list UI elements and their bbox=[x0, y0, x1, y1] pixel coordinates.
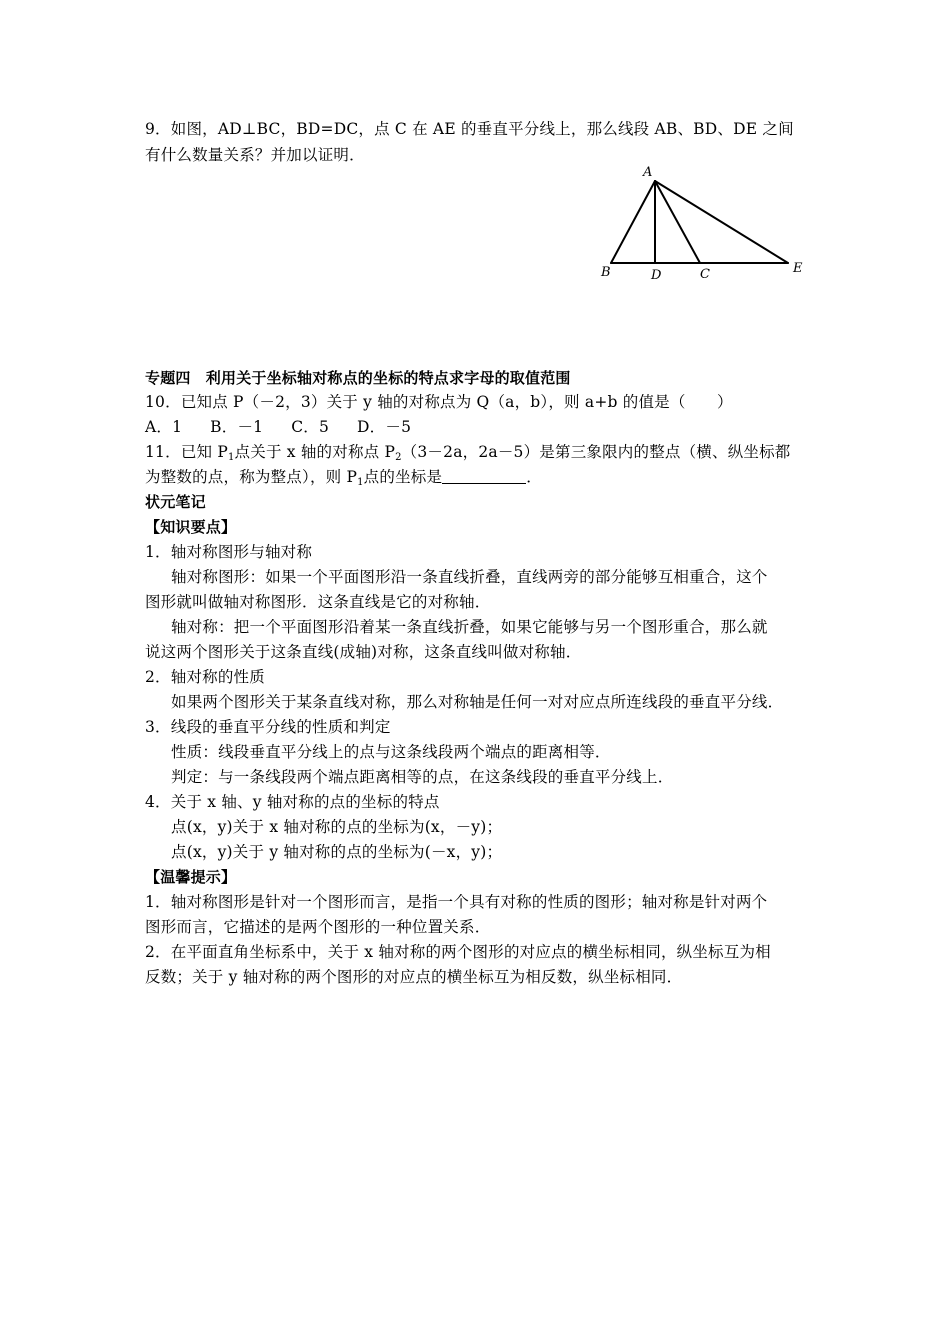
knowledge-1-para-2-line-2: 说这两个图形关于这条直线(成轴)对称，这条直线叫做对称轴． bbox=[145, 643, 582, 661]
knowledge-1-para-1-line-2: 图形就叫做轴对称图形．这条直线是它的对称轴． bbox=[145, 593, 491, 611]
knowledge-4: 4．关于 x 轴、y 轴对称的点的坐标的特点 bbox=[145, 793, 440, 811]
segment-ab bbox=[611, 181, 655, 263]
question-10-stem: 10．已知点 P（－2，3）关于 y 轴的对称点为 Q（a，b），则 a+b 的值是（ ） bbox=[145, 393, 733, 411]
option-d: D．－5 bbox=[357, 418, 412, 436]
knowledge-3-criterion: 判定：与一条线段两个端点距离相等的点，在这条线段的垂直平分线上． bbox=[171, 768, 674, 786]
label-e: E bbox=[793, 261, 803, 276]
label-b: B bbox=[601, 265, 611, 280]
knowledge-4-x-axis: 点(x，y)关于 x 轴对称的点的坐标为(x，－y)； bbox=[171, 818, 503, 836]
tip-1-line-1: 1．轴对称图形是针对一个图形而言，是指一个具有对称的性质的图形；轴对称是针对两个 bbox=[145, 893, 768, 911]
question-9-line-1: 9．如图，AD⊥BC，BD=DC，点 C 在 AE 的垂直平分线上，那么线段 AB、BD、DE 之间 bbox=[145, 120, 794, 138]
knowledge-1-para-2-line-1: 轴对称：把一个平面图形沿着某一条直线折叠，如果它能够与另一个图形重合，那么就 bbox=[171, 618, 768, 636]
label-a: A bbox=[643, 165, 653, 180]
notes-title: 状元笔记 bbox=[145, 493, 206, 511]
option-c: C．5 bbox=[291, 418, 330, 436]
label-c: C bbox=[700, 267, 710, 282]
topic-4-heading: 专题四 利用关于坐标轴对称点的坐标的特点求字母的取值范围 bbox=[145, 369, 571, 387]
triangle-figure bbox=[590, 160, 820, 290]
question-9-line-2: 有什么数量关系？并加以证明． bbox=[145, 146, 365, 164]
knowledge-4-y-axis: 点(x，y)关于 y 轴对称的点的坐标为(－x，y)； bbox=[171, 843, 503, 861]
knowledge-1-para-1-line-1: 轴对称图形：如果一个平面图形沿一条直线折叠，直线两旁的部分能够互相重合，这个 bbox=[171, 568, 768, 586]
knowledge-3: 3．线段的垂直平分线的性质和判定 bbox=[145, 718, 391, 736]
question-10-options bbox=[145, 416, 439, 438]
knowledge-points-title: 【知识要点】 bbox=[145, 518, 237, 536]
segment-ac bbox=[655, 181, 700, 263]
knowledge-2-para: 如果两个图形关于某条直线对称，那么对称轴是任何一对对应点所连线段的垂直平分线． bbox=[171, 693, 784, 711]
tip-1-line-2: 图形而言，它描述的是两个图形的一种位置关系． bbox=[145, 918, 491, 936]
label-d: D bbox=[651, 268, 662, 283]
knowledge-2: 2．轴对称的性质 bbox=[145, 668, 265, 686]
knowledge-1: 1．轴对称图形与轴对称 bbox=[145, 543, 313, 561]
option-b: B．－1 bbox=[210, 418, 264, 436]
tip-2-line-1: 2．在平面直角坐标系中，关于 x 轴对称的两个图形的对应点的横坐标相同，纵坐标互为相 bbox=[145, 943, 771, 961]
question-11-line-2: 为整数的点，称为整点），则 $P_1$点的坐标是 ． bbox=[145, 468, 542, 488]
answer-blank[interactable] bbox=[442, 469, 526, 484]
question-11-line-1: 11．已知 $P_1$点关于 x 轴的对称点 $P_2(3-2a$，2a－5）是第三象限内的整点（横、纵坐标都 bbox=[145, 443, 791, 463]
tip-2-line-2: 反数；关于 y 轴对称的两个图形的对应点的横坐标互为相反数，纵坐标相同． bbox=[145, 968, 683, 986]
knowledge-3-property: 性质：线段垂直平分线上的点与这条线段两个端点的距离相等． bbox=[171, 743, 611, 761]
segment-ae bbox=[655, 181, 788, 263]
option-a: A．1 bbox=[145, 418, 183, 436]
tips-title: 【温馨提示】 bbox=[145, 868, 237, 886]
